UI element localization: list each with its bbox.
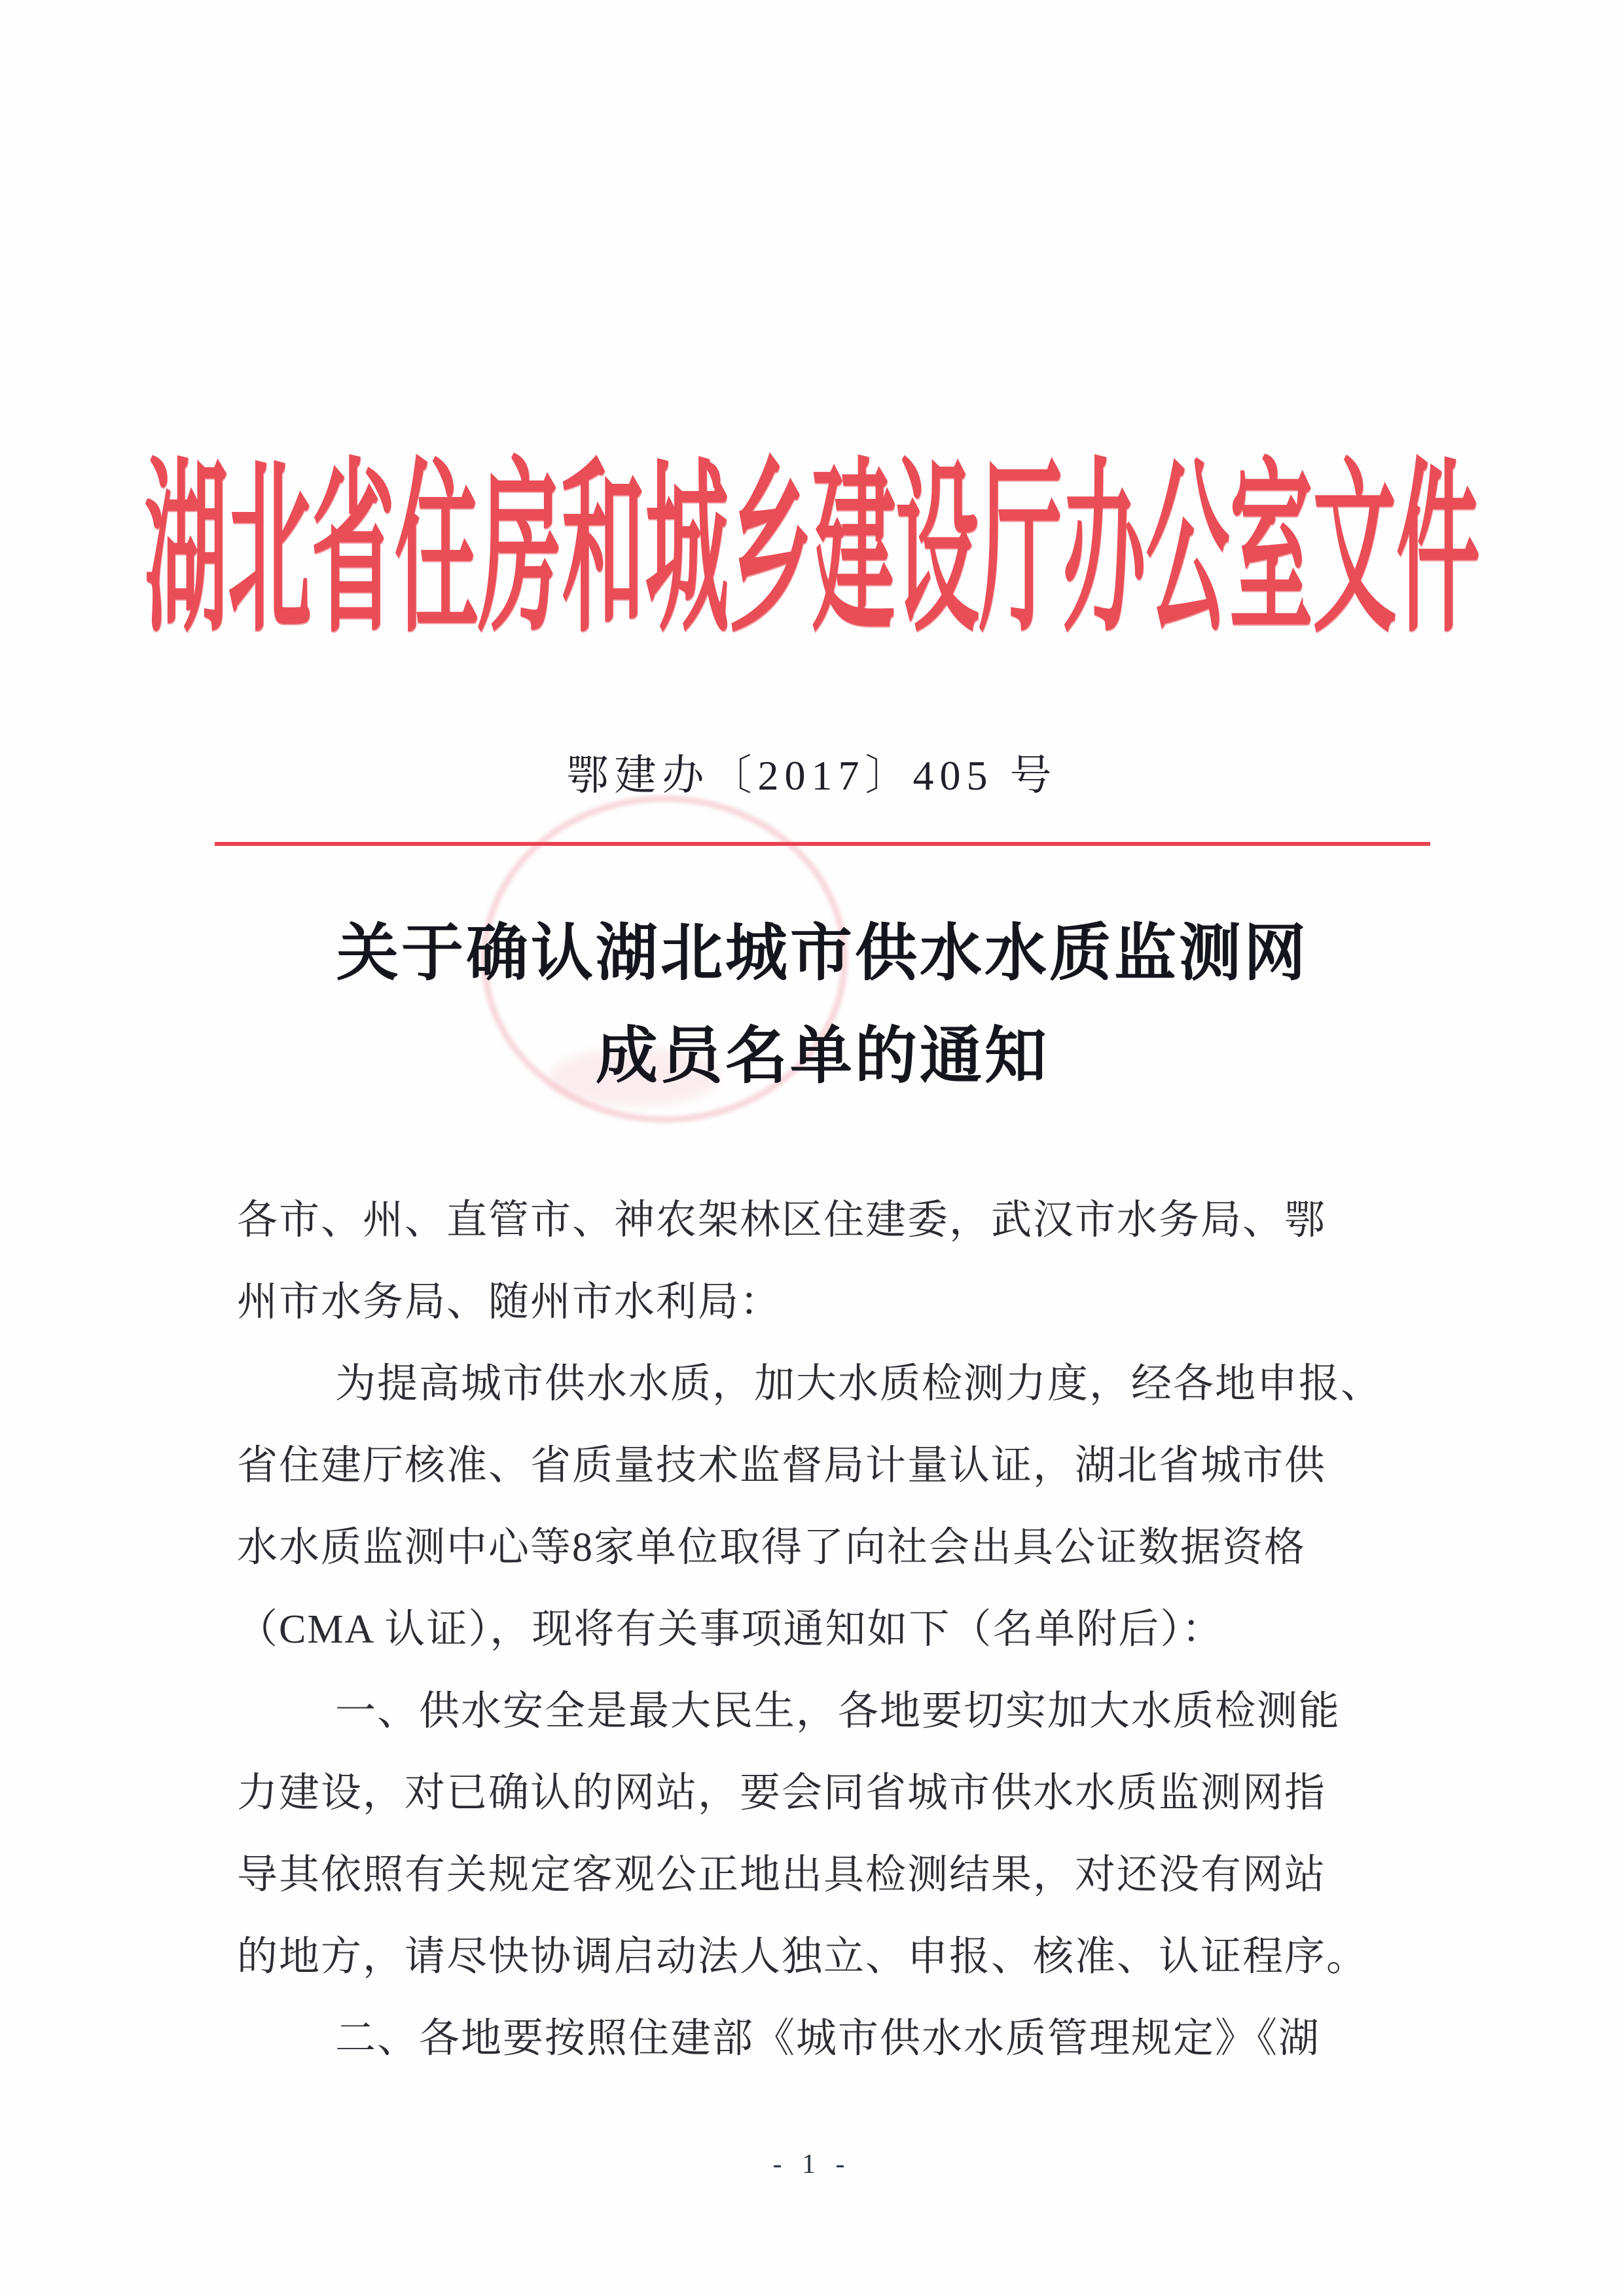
page-number: - 1 - <box>772 2149 852 2179</box>
document-title <box>215 902 1430 1108</box>
red-separator-line <box>215 842 1430 846</box>
body-line: 水水质监测中心等8家单位取得了向社会出具公证数据资格 <box>237 1525 1307 1570</box>
body-line: 一、供水安全是最大民生，各地要切实加大水质检测能 <box>335 1689 1341 1734</box>
body-line: 省住建厅核准、省质量技术监督局计量认证，湖北省城市供 <box>237 1444 1327 1488</box>
body-line: 各市、州、直管市、神农架林区住建委，武汉市水务局、鄂 <box>237 1198 1327 1243</box>
body-line: 二、各地要按照住建部《城市供水水质管理规定》《湖 <box>335 2016 1321 2061</box>
body-line: 导其依照有关规定客观公正地出具检测结果，对还没有网站 <box>237 1853 1327 1897</box>
document-title-line2: 成员名单的通知 <box>595 1021 1049 1091</box>
document-title-line1: 关于确认湖北城市供水水质监测网 <box>336 919 1308 988</box>
body-line: 为提高城市供水水质，加大水质检测力度，经各地申报、 <box>335 1362 1383 1406</box>
body-line: （CMA 认证），现将有关事项通知如下（名单附后）： <box>237 1607 1224 1652</box>
body-line: 力建设，对已确认的网站，要会同省城市供水水质监测网指 <box>237 1771 1327 1815</box>
body-line: 的地方，请尽快协调启动法人独立、申报、核准、认证程序。 <box>237 1935 1369 1979</box>
doc-number: 鄂建办〔2017〕405 号 <box>566 752 1058 799</box>
red-header-title: 湖北省住房和城乡建设厅办公室文件 <box>144 448 1480 655</box>
document-body <box>237 1180 1409 2080</box>
body-line: 州市水务局、随州市水利局： <box>237 1280 782 1324</box>
